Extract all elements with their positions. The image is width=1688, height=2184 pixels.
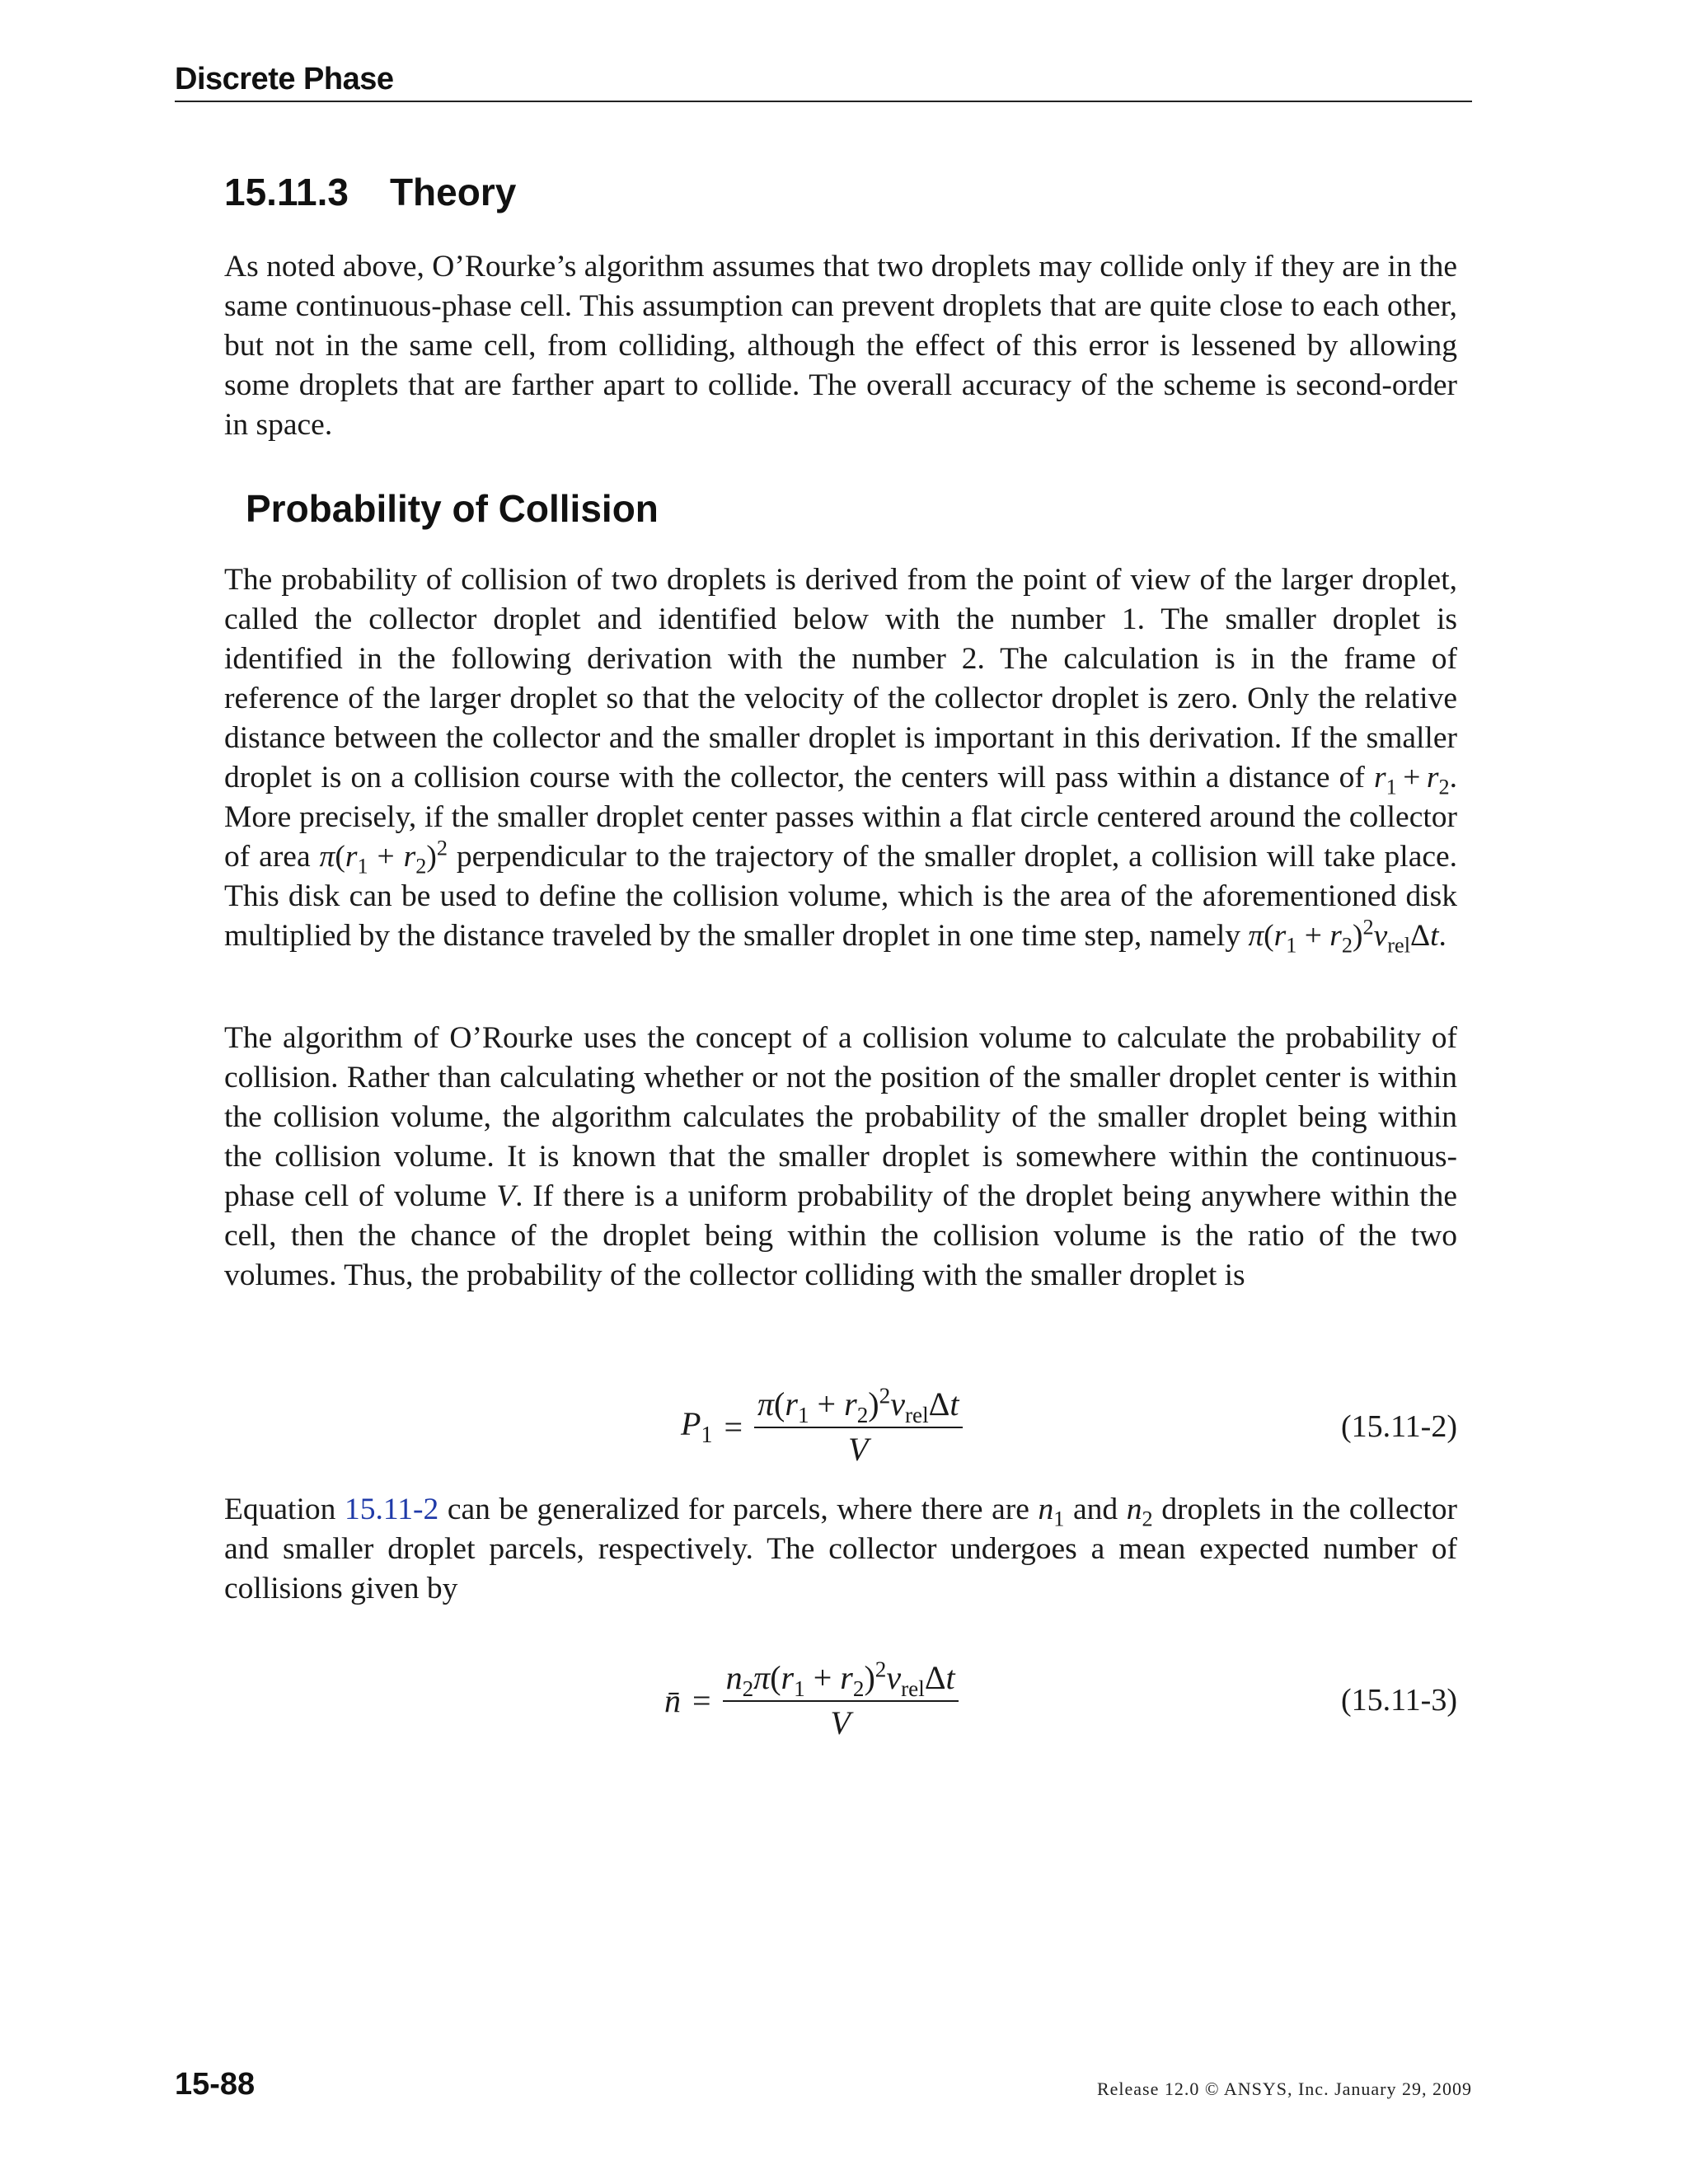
release-info: Release 12.0 © ANSYS, Inc. January 29, 2009 — [1096, 2079, 1472, 2099]
header-title: Discrete Phase — [175, 62, 394, 96]
page-header — [175, 59, 1472, 102]
equation-number: (15.11-2) — [1340, 1409, 1457, 1444]
paragraph-collision-volume: The algorithm of O’Rourke uses the concept of a collision volume to calculate the probability of collision. Rather than calculating whether or not the position of the smaller droplet center is within the collision volume, the algorithm calculates the probability of the smaller droplet being within the collision volume. It is known that the smaller droplet is somewhere within the continuous-phase cell of volume V. If there is a uniform probability of the droplet being anywhere within the cell, then the chance of the droplet being within the collision volume is the ratio of the two volumes. Thus, the probability of the collector colliding with the smaller droplet is — [224, 1021, 1457, 1292]
paragraph-parcels: Equation 15.11-2 can be generalized for parcels, where there are $n_1$ and $n_2$ droplets in the collector and smaller droplet parcels, respectively. The collector undergoes a mean expected number of collisions given by — [224, 1493, 1457, 1605]
subsection-heading: Probability of Collision — [246, 487, 659, 530]
page-number: 15-88 — [175, 2067, 256, 2102]
equation-mean-collisions: n̄ = $\frac{n_2\pi(r_1 + r_2)^2v_{rel}\Delta t}{V}$ (15.11-3) — [224, 1655, 1457, 1746]
section-title: Theory — [389, 171, 517, 213]
equation-number: (15.11-3) — [1340, 1683, 1457, 1718]
equation-probability: $P_1$ = $\frac{\pi(r_1 + r_2)^2v_{rel}\Delta t}{V}$ (15.11-2) — [224, 1381, 1457, 1472]
equation-link[interactable]: 15.11-2 — [345, 1493, 439, 1526]
equation-fraction: $\frac{n_2\pi(r_1 + r_2)^2v_{rel}\Delta t}{V}$ — [723, 1658, 959, 1742]
paragraph-collision-derivation: The probability of collision of two droplets is derived from the point of view of the larger droplet, called the collector droplet and identified below with the number 1. The smaller droplet is identified in the following derivation with the number 2. The calculation is in the frame of reference of the larger droplet so that the velocity of the collector droplet is zero. Only the relative distance between the collector and the smaller droplet is important in this derivation. If the smaller droplet is on a collision course with the collector, the centers will pass within a distance of $r_1 + r_2$. More precisely, if the smaller droplet center passes within a flat circle centered around the collector of area $\pi(r_1 + r_2)^2$ perpendicular to the trajectory of the smaller droplet, a collision will take place. This disk can be used to define the collision volume, which is the area of the aforementioned disk multiplied by the distance traveled by the smaller droplet in one time step, namely $\pi(r_1 + r_2)^2v_{rel}\Delta t$. — [224, 563, 1457, 958]
section-number: 15.11.3 — [224, 171, 349, 213]
paragraph-intro: As noted above, O’Rourke’s algorithm assumes that two droplets may collide only if they are in the same continuous-phase cell. This assumption can prevent droplets that are quite close to each other, but not in the same cell, from colliding, although the effect of this error is lessened by allowing some droplets that are farther apart to collide. The overall accuracy of the scheme is second-order in space. — [224, 250, 1457, 442]
equation-fraction: $\frac{\pi(r_1 + r_2)^2v_{rel}\Delta t}{V}$ — [754, 1385, 963, 1469]
equation-lhs: $P_1$ — [681, 1405, 713, 1448]
equation-lhs: n̄ — [664, 1681, 681, 1719]
section-heading — [224, 170, 516, 214]
